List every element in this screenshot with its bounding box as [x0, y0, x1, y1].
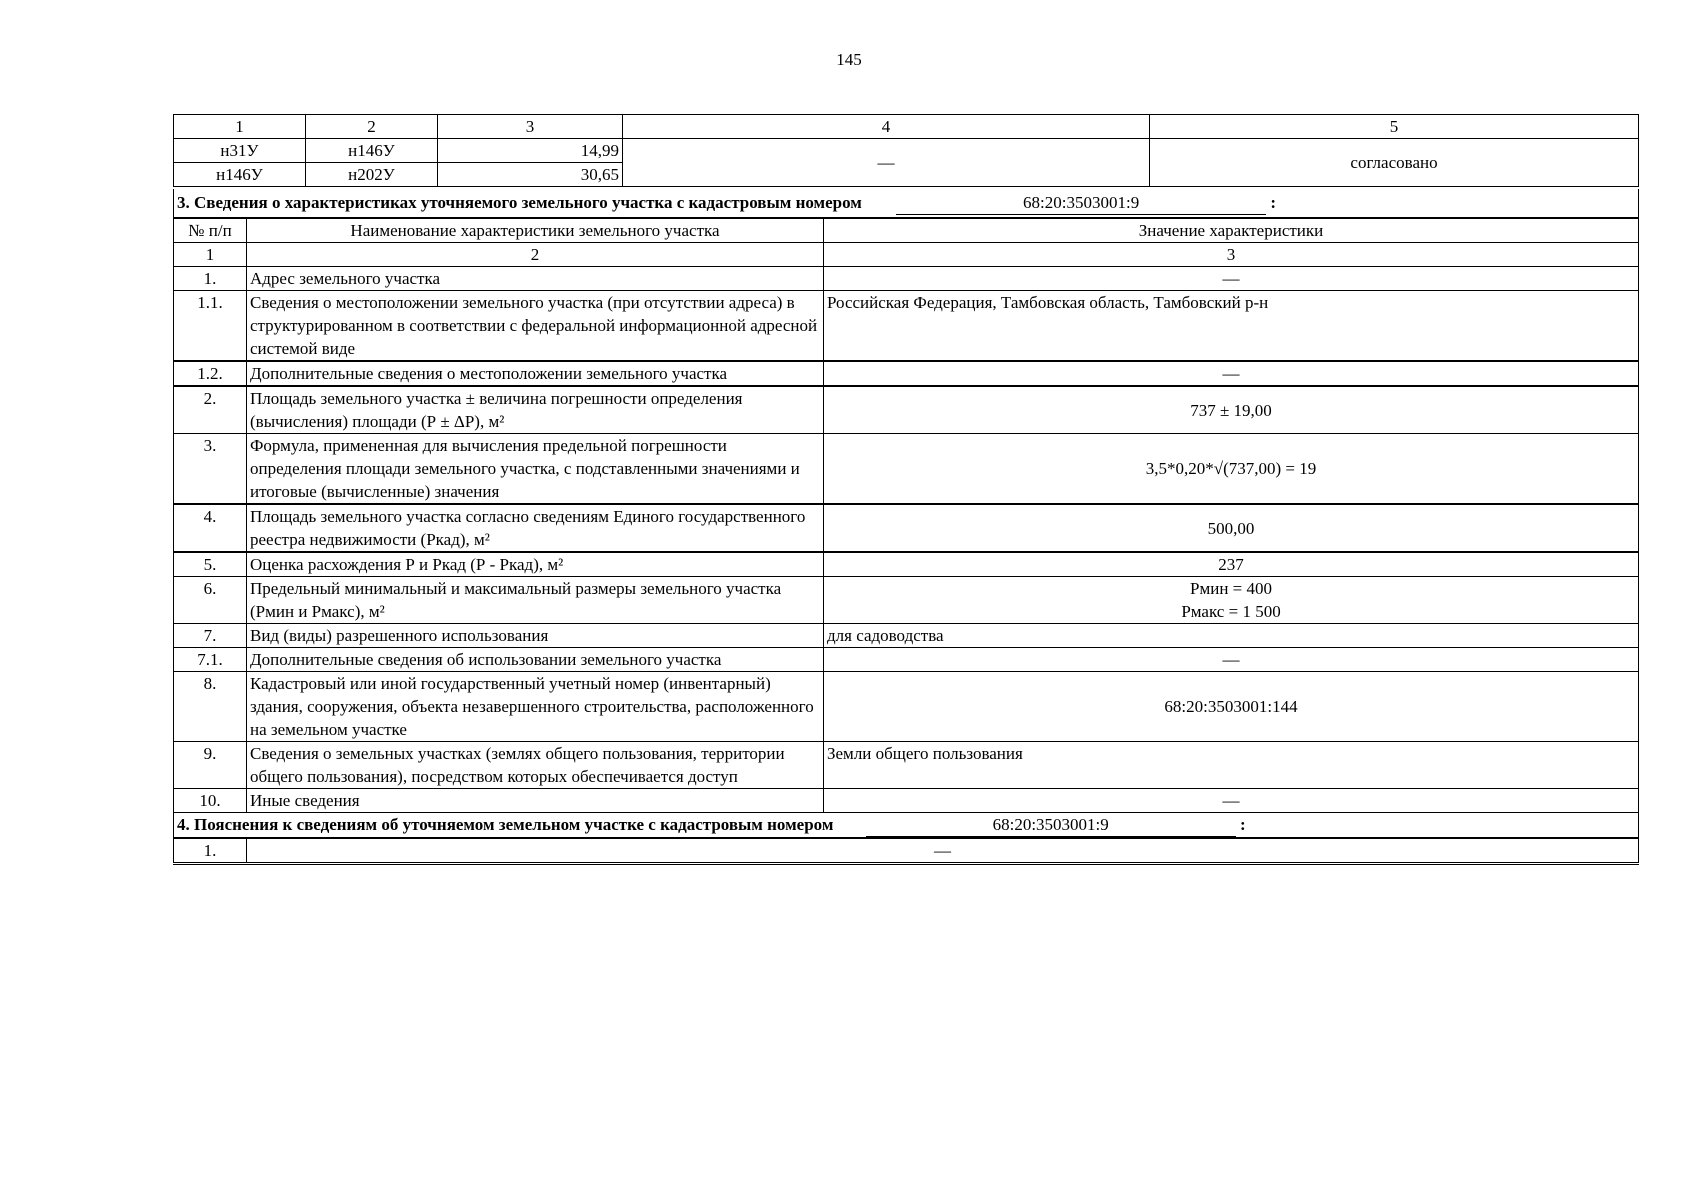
row-name: Сведения о земельных участках (землях общего пользования, территории общего пользования), посредством которых обеспечивается доступ	[247, 742, 824, 789]
table-row	[174, 742, 1639, 789]
row-num: 5.	[174, 552, 247, 577]
table-row	[174, 624, 1639, 648]
row-name: Вид (виды) разрешенного использования	[247, 624, 824, 648]
row-name: Площадь земельного участка ± величина погрешности определения (вычисления) площади (Р ± ΔР), м²	[247, 386, 824, 434]
table-row	[174, 291, 1639, 362]
row-name: Кадастровый или иной государственный учетный номер (инвентарный) здания, сооружения, объекта незавершенного строительства, расположенного на земельном участке	[247, 672, 824, 742]
table-row	[174, 504, 1639, 552]
header-row	[174, 218, 1639, 243]
row-name: Предельный минимальный и максимальный размеры земельного участка (Рмин и Рмакс), м²	[247, 577, 824, 624]
row-num: 10.	[174, 789, 247, 813]
row-num: 4.	[174, 504, 247, 552]
characteristics-table	[173, 189, 1639, 865]
row-num: 3.	[174, 434, 247, 505]
row-value: 237	[824, 552, 1639, 577]
section3-title-row	[174, 189, 1639, 218]
header-num: № п/п	[174, 218, 247, 243]
row-num: 1.	[174, 267, 247, 291]
row-num: 7.	[174, 624, 247, 648]
table-row	[174, 577, 1639, 624]
segment-length: 14,99	[438, 139, 623, 163]
header-name: Наименование характеристики земельного участка	[247, 218, 824, 243]
page-number: 145	[836, 50, 862, 69]
section3-colon: :	[1270, 193, 1277, 212]
row-name: Иные сведения	[247, 789, 824, 813]
segment-length: 30,65	[438, 163, 623, 187]
row-name: Формула, примененная для вычисления предельной погрешности определения площади земельного участка, с подставленными значениями и итоговые (вычисленные) значения	[247, 434, 824, 505]
row-name: Оценка расхождения Р и Ркад (Р - Ркад), м²	[247, 552, 824, 577]
section3-cadastral-number: 68:20:3503001:9	[896, 191, 1266, 215]
row-num: 2.	[174, 386, 247, 434]
section3-title-text: 3. Сведения о характеристиках уточняемого земельного участка с кадастровым номером	[177, 193, 862, 212]
table-row	[174, 361, 1639, 386]
table-row	[174, 789, 1639, 813]
row-value: 3,5*0,20*√(737,00) = 19	[824, 434, 1639, 505]
section4-title-row	[174, 813, 1639, 839]
row-name: Адрес земельного участка	[247, 267, 824, 291]
agreement-status: согласовано	[1150, 139, 1639, 187]
header-cell: 4	[623, 115, 1150, 139]
row-value: 737 ± 19,00	[824, 386, 1639, 434]
segment-col4-value: —	[623, 139, 1150, 187]
row-name: Дополнительные сведения об использовании земельного участка	[247, 648, 824, 672]
row-num: 7.1.	[174, 648, 247, 672]
row-value: Российская Федерация, Тамбовская область, Тамбовский р-н	[824, 291, 1639, 362]
row-value: —	[824, 648, 1639, 672]
section4-cadastral-number: 68:20:3503001:9	[866, 813, 1236, 837]
section4-title	[174, 813, 1639, 839]
row-num: 9.	[174, 742, 247, 789]
section4-colon: :	[1239, 815, 1246, 834]
row-value: —	[824, 267, 1639, 291]
table-row	[174, 672, 1639, 742]
point-to: н202У	[306, 163, 438, 187]
row-num: 1.1.	[174, 291, 247, 362]
row-num: 6.	[174, 577, 247, 624]
table-row	[174, 838, 1639, 864]
table-row	[174, 552, 1639, 577]
table-row	[174, 648, 1639, 672]
point-to: н146У	[306, 139, 438, 163]
row-name: Площадь земельного участка согласно сведениям Единого государственного реестра недвижимости (Ркад), м²	[247, 504, 824, 552]
section4-title-text: 4. Пояснения к сведениям об уточняемом земельном участке с кадастровым номером	[177, 815, 834, 834]
row-value: для садоводства	[824, 624, 1639, 648]
row-value: 500,00	[824, 504, 1639, 552]
row-num: 1.	[174, 838, 247, 864]
header-cell: 1	[174, 115, 306, 139]
row-value	[824, 577, 1639, 624]
row-value: —	[824, 361, 1639, 386]
header-cell: 2	[306, 115, 438, 139]
segments-table	[173, 114, 1639, 187]
header-number: 2	[247, 243, 824, 267]
header-number-row	[174, 243, 1639, 267]
row-value: 68:20:3503001:144	[824, 672, 1639, 742]
row-value-max: Рмакс = 1 500	[1181, 602, 1281, 621]
header-number: 1	[174, 243, 247, 267]
table-row	[174, 267, 1639, 291]
row-value-min: Рмин = 400	[1190, 579, 1273, 598]
table-row	[174, 139, 1639, 163]
row-name: Сведения о местоположении земельного участка (при отсутствии адреса) в структурированном в соответствии с федеральной информационной адресной системой виде	[247, 291, 824, 362]
row-value: —	[247, 838, 1639, 864]
row-name: Дополнительные сведения о местоположении земельного участка	[247, 361, 824, 386]
row-value: —	[824, 789, 1639, 813]
point-from: н146У	[174, 163, 306, 187]
header-cell: 5	[1150, 115, 1639, 139]
header-value: Значение характеристики	[824, 218, 1639, 243]
section3-title	[174, 189, 1639, 218]
header-number: 3	[824, 243, 1639, 267]
table-row	[174, 386, 1639, 434]
row-value: Земли общего пользования	[824, 742, 1639, 789]
row-num: 1.2.	[174, 361, 247, 386]
segments-header-row	[174, 115, 1639, 139]
point-from: н31У	[174, 139, 306, 163]
row-num: 8.	[174, 672, 247, 742]
header-cell: 3	[438, 115, 623, 139]
table-row	[174, 434, 1639, 505]
